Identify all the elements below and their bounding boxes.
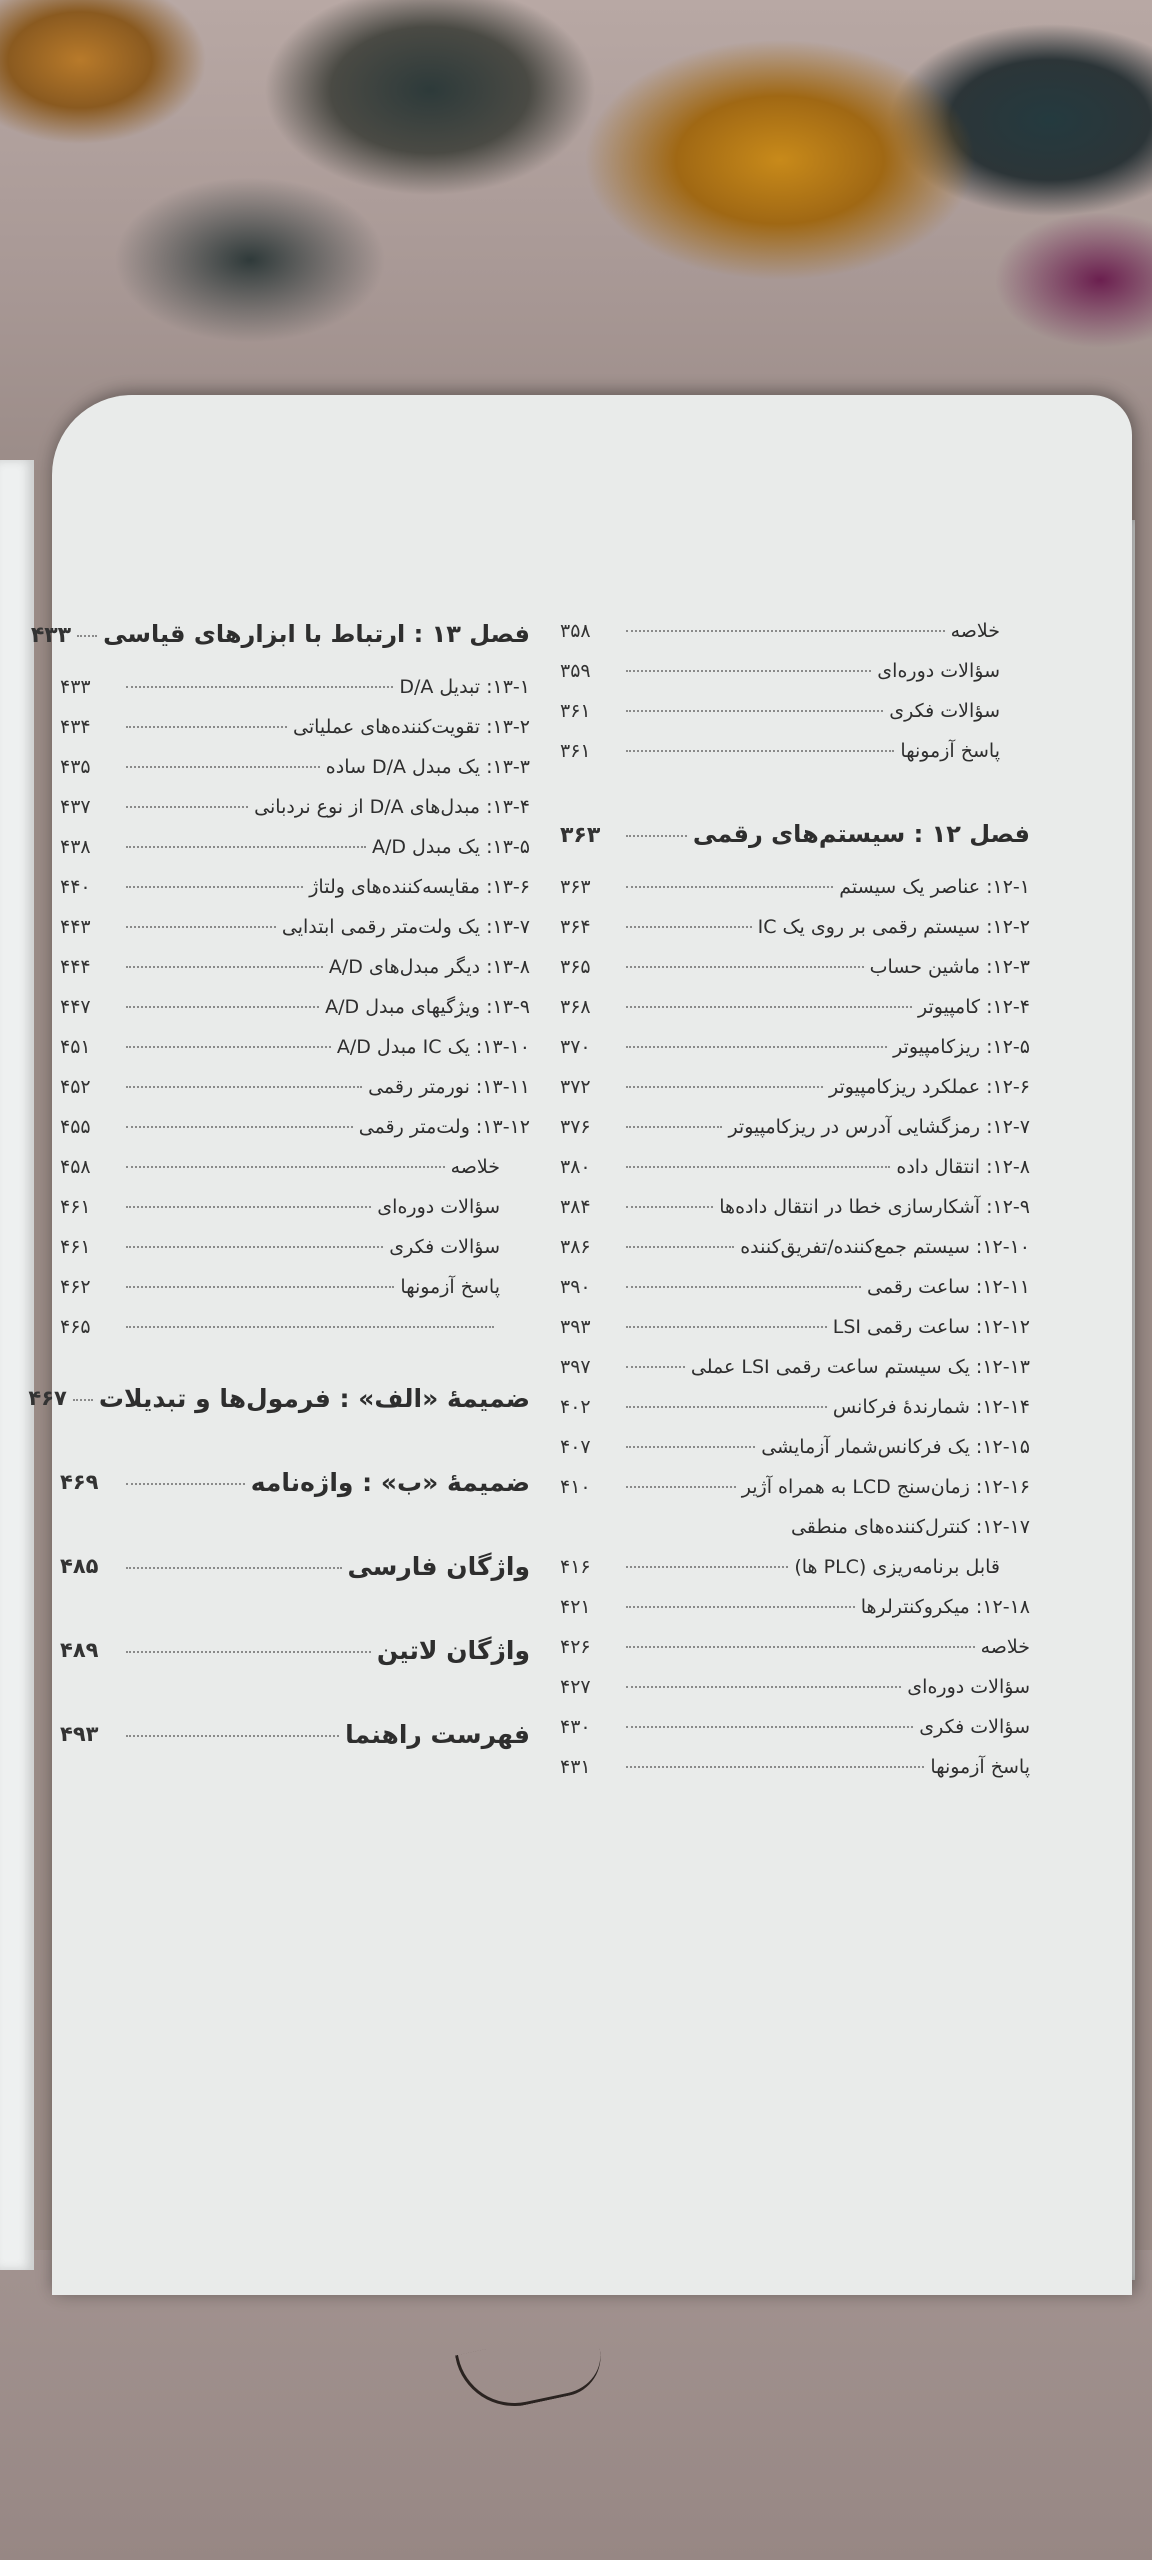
toc-entry: سؤالات فکری ۴۶۱ [60, 1236, 500, 1258]
toc-entry: ۱۳-۲: تقویت‌کننده‌های عملیاتی ۴۳۴ [60, 716, 530, 738]
toc-entry: ۱۲-۸: انتقال داده ۳۸۰ [560, 1156, 1030, 1178]
toc-entry: سؤالات فکری ۴۳۰ [560, 1716, 1030, 1738]
index: فهرست راهنما ۴۹۳ [60, 1719, 530, 1749]
toc-entry: ۱۲-۱۰: سیستم جمع‌کننده/تفریق‌کننده ۳۸۶ [560, 1236, 1030, 1258]
toc-entry: ۱۲-۷: رمزگشایی آدرس در ریزکامپیوتر ۳۷۶ [560, 1116, 1030, 1138]
toc-entry: ۱۲-۱۷: کنترل‌کننده‌های منطقی [790, 1516, 1030, 1538]
toc-entry: پاسخ آزمونها ۴۳۱ [560, 1756, 1030, 1778]
toc-entry: سؤالات دوره‌ای ۴۲۷ [560, 1676, 1030, 1698]
appendix-a: ضمیمهٔ «الف» : فرمول‌ها و تبدیلات ۴۶۷ [28, 1383, 530, 1413]
previous-page-edge [0, 460, 34, 2270]
toc-left-column [28, 610, 530, 1776]
toc-entry: پاسخ آزمونها ۳۶۱ [560, 740, 1000, 762]
toc-entry: ۱۲-۱۲: ساعت رقمی LSI ۳۹۳ [560, 1316, 1030, 1338]
toc-entry: ۱۳-۱۰: یک IC مبدل A/D ۴۵۱ [60, 1036, 530, 1058]
toc-entry: خلاصه ۴۲۶ [560, 1636, 1030, 1658]
toc-entry: ۱۲-۱۱: ساعت رقمی ۳۹۰ [560, 1276, 1030, 1298]
toc-entry: قابل برنامه‌ریزی (PLC ها) ۴۱۶ [560, 1556, 1000, 1578]
toc-entry: سؤالات دوره‌ای ۴۶۱ [60, 1196, 500, 1218]
chapter-13-heading: فصل ۱۳ : ارتباط با ابزارهای قیاسی ۴۳۳ [30, 620, 530, 648]
toc-entry: ۱۳-۱۱: نورمتر رقمی ۴۵۲ [60, 1076, 530, 1098]
toc-entry: ۱۲-۴: کامپیوتر ۳۶۸ [560, 996, 1030, 1018]
toc-entry: ۱۲-۱۸: میکروکنترلرها ۴۲۱ [560, 1596, 1030, 1618]
toc-entry: ۱۲-۱۶: زمان‌سنج LCD به همراه آژیر ۴۱۰ [560, 1476, 1030, 1498]
toc-entry: سؤالات دوره‌ای ۳۵۹ [560, 660, 1000, 682]
toc-entry: خلاصه ۴۵۸ [60, 1156, 500, 1178]
toc-entry: ۱۳-۵: یک مبدل A/D ۴۳۸ [60, 836, 530, 858]
toc-entry: ۱۲-۲: سیستم رقمی بر روی یک IC ۳۶۴ [560, 916, 1030, 938]
toc-right-column [560, 620, 1030, 1796]
appendix-b: ضمیمهٔ «ب» : واژه‌نامه ۴۶۹ [60, 1467, 530, 1497]
toc-entry: ۱۲-۹: آشکارسازی خطا در انتقال داده‌ها ۳۸۴ [560, 1196, 1030, 1218]
toc-entry: ۱۳-۴: مبدل‌های D/A از نوع نردبانی ۴۳۷ [60, 796, 530, 818]
toc-entry: ۱۲-۱۴: شمارندهٔ فرکانس ۴۰۲ [560, 1396, 1030, 1418]
toc-entry: ۱۳-۷: یک ولت‌متر رقمی ابتدایی ۴۴۳ [60, 916, 530, 938]
toc-entry: ۱۳-۱۲: ولت‌متر رقمی ۴۵۵ [60, 1116, 530, 1138]
toc-entry: ۱۲-۱۳: یک سیستم ساعت رقمی LSI عملی ۳۹۷ [560, 1356, 1030, 1378]
toc-entry: پاسخ آزمونها ۴۶۲ [60, 1276, 500, 1298]
toc-entry: ۱۳-۱: تبدیل D/A ۴۳۳ [60, 676, 530, 698]
toc-entry: ۱۳-۳: یک مبدل D/A ساده ۴۳۵ [60, 756, 530, 778]
toc-entry: ۱۳-۸: دیگر مبدل‌های A/D ۴۴۴ [60, 956, 530, 978]
latin-glossary: واژگان لاتین ۴۸۹ [60, 1635, 530, 1665]
chapter-12-heading: فصل ۱۲ : سیستم‌های رقمی ۳۶۳ [560, 820, 1030, 848]
toc-entry: ۱۲-۵: ریزکامپیوتر ۳۷۰ [560, 1036, 1030, 1058]
toc-entry: ۱۲-۳: ماشین حساب ۳۶۵ [560, 956, 1030, 978]
toc-entry: ۱۲-۱: عناصر یک سیستم ۳۶۳ [560, 876, 1030, 898]
persian-glossary: واژگان فارسی ۴۸۵ [60, 1551, 530, 1581]
fabric-background-bottom [0, 2250, 1152, 2560]
toc-entry: ۱۲-۶: عملکرد ریزکامپیوتر ۳۷۲ [560, 1076, 1030, 1098]
toc-entry: ۱۳-۹: ویژگیهای مبدل A/D ۴۴۷ [60, 996, 530, 1018]
toc-entry: خلاصه ۳۵۸ [560, 620, 1000, 642]
toc-entry: ۴۶۵ [60, 1316, 530, 1356]
toc-entry: سؤالات فکری ۳۶۱ [560, 700, 1000, 722]
toc-entry: ۱۲-۱۵: یک فرکانس‌شمار آزمایشی ۴۰۷ [560, 1436, 1030, 1458]
toc-entry: ۱۳-۶: مقایسه‌کننده‌های ولتاژ ۴۴۰ [60, 876, 530, 898]
